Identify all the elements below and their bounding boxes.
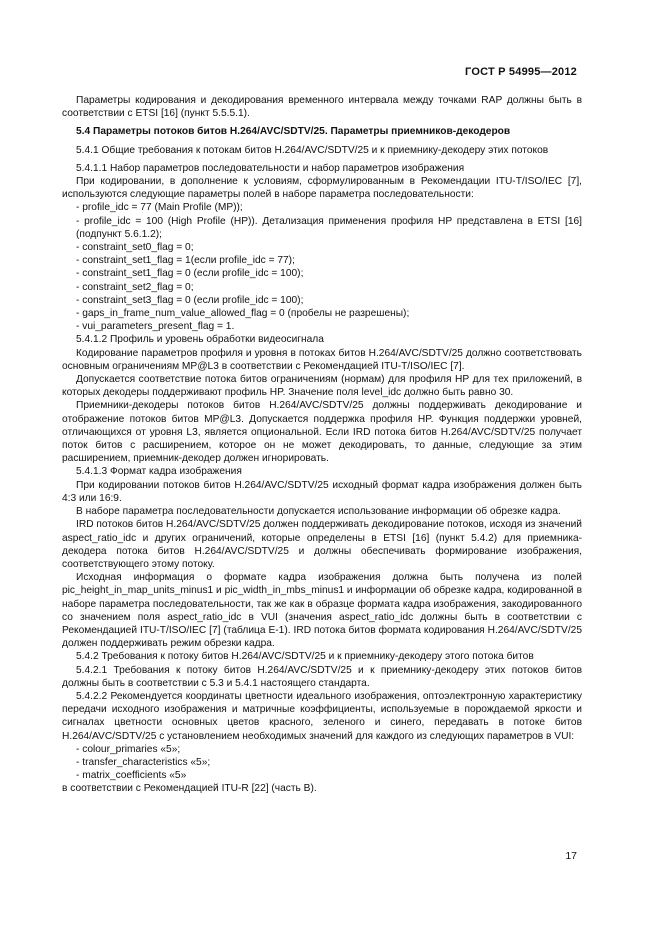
paragraph: IRD потоков битов H.264/AVC/SDTV/25 должен поддерживать декодирование потоков, исходя из значений aspect_ratio_idc и других ограничений, которые определены в ETSI [16] (пункт 5.4.2) для приемника-декодера потока битов H.264/AVC/SDTV/25 и должны обеспечивать формирование изображения, соответствующего этому потоку. <box>62 519 582 570</box>
list-item: - gaps_in_frame_num_value_allowed_flag = 0 (пробелы не разрешены); <box>62 307 582 320</box>
list-item: - matrix_coefficients «5» <box>62 769 582 782</box>
standard-code: ГОСТ Р 54995—2012 <box>465 66 577 78</box>
paragraph: Допускается соответствие потока битов ограничениям (нормам) для профиля HP для тех приложений, в которых декодеры поддерживают профиль HP. Значение поля level_idc должно быть равно 30. <box>62 374 582 399</box>
paragraph: Параметры кодирования и декодирования временного интервала между точками RAP должны быть в соответствии с ETSI [16] (пункт 5.5.5.1). <box>62 95 582 120</box>
subsection-heading-5-4-1-3: 5.4.1.3 Формат кадра изображения <box>76 466 242 478</box>
list-item: - constraint_set1_flag = 1(если profile_idc = 77); <box>62 254 582 267</box>
list-item: - constraint_set3_flag = 0 (если profile_idc = 100); <box>62 294 582 307</box>
paragraph: 5.4.2.1 Требования к потоку битов H.264/AVC/SDTV/25 и к приемнику-декодеру этих потоков битов должны быть в соответствии с 5.3 и 5.4.1 настоящего стандарта. <box>62 664 582 689</box>
section-heading-5-4: 5.4 Параметры потоков битов H.264/AVC/SDTV/25. Параметры приемников-декодеров <box>76 126 511 138</box>
subsection-heading-5-4-1-2: 5.4.1.2 Профиль и уровень обработки видеосигнала <box>76 334 324 346</box>
list-item: - colour_primaries «5»; <box>62 743 582 756</box>
paragraph: 5.4.2.2 Рекомендуется координаты цветности идеального изображения, оптоэлектронную характеристику передачи исходного изображения и матричные коэффициенты, используемые в порождаемой яркости и сигналах цветности основных цветов красного, зеленого и синего, передавать в потоке битов H.264/AVC/SDTV/25 с установлением необходимых значений для каждого из следующих параметров в VUI: <box>62 690 582 742</box>
document-body <box>62 94 582 796</box>
list-item: - constraint_set1_flag = 0 (если profile_idc = 100); <box>62 267 582 280</box>
page-number: 17 <box>565 850 577 862</box>
paragraph: В наборе параметра последовательности допускается использование информации об обрезке кадра. <box>76 506 561 518</box>
subsection-heading-5-4-1-1: 5.4.1.1 Набор параметров последовательности и набор параметров изображения <box>76 162 465 174</box>
list-item: - profile_idc = 77 (Main Profile (MP)); <box>62 201 582 214</box>
paragraph: Приемники-декодеры потоков битов H.264/AVC/SDTV/25 должны поддерживать декодирование и отображение потоков битов MP@L3. Допускается поддержка профиля HP. Функция поддержки уровней, отличающихся от уровня L3, является опциональной. Если IRD потока битов H.264/AVC/SDTV/25 получает поток битов с расширением, которое он не может декодировать, то данные, следующие за этим расширением, приемник-декодер должен игнорировать. <box>62 400 582 465</box>
paragraph: Кодирование параметров профиля и уровня в потоках битов H.264/AVC/SDTV/25 должно соответствовать основным ограничениям MP@L3 в соответствии с Рекомендацией ITU-T/ISO/IEC [7]. <box>62 347 582 372</box>
subsection-heading-5-4-1: 5.4.1 Общие требования к потокам битов H.264/AVC/SDTV/25 и к приемнику-декодеру этих потоков <box>76 144 549 156</box>
paragraph: Исходная информация о формате кадра изображения должна быть получена из полей pic_height_in_map_units_minus1 и pic_width_in_mbs_minus1 и информации об обрезке кадра, кодированной в наборе параметра последовательности, так же как в образце формата кадра изображения, закодированного со значением поля aspect_ratio_idc в VUI (значения aspect_ratio_idc должны быть в соответствии с Рекомендацией ITU-T/ISO/IEC [7] (таблица Е-1). IRD потока битов формата кодирования H.264/AVC/SDTV/25 должен поддерживать режим обрезки кадра. <box>62 572 582 650</box>
paragraph: При кодировании, в дополнение к условиям, сформулированным в Рекомендации ITU-T/ISO/IEC [7], используются следующие параметры полей в наборе параметра последовательности: <box>62 176 582 201</box>
list-item: - constraint_set2_flag = 0; <box>62 281 582 294</box>
paragraph: в соответствии с Рекомендацией ITU-R [22] (часть В). <box>62 783 317 795</box>
subsection-heading-5-4-2: 5.4.2 Требования к потоку битов H.264/AVC/SDTV/25 и к приемнику-декодеру этого потока битов <box>76 651 534 663</box>
list-item: - transfer_characteristics «5»; <box>62 756 582 769</box>
paragraph: При кодировании потоков битов H.264/AVC/SDTV/25 исходный формат кадра изображения должен быть 4:3 или 16:9. <box>62 479 582 504</box>
list-item: - constraint_set0_flag = 0; <box>62 241 582 254</box>
list-item: - vui_parameters_present_flag = 1. <box>62 320 582 333</box>
list-item: - profile_idc = 100 (High Profile (HP)). Детализация применения профиля HP представлена в ETSI [16] (подпункт 5.6.1.2); <box>62 215 582 241</box>
